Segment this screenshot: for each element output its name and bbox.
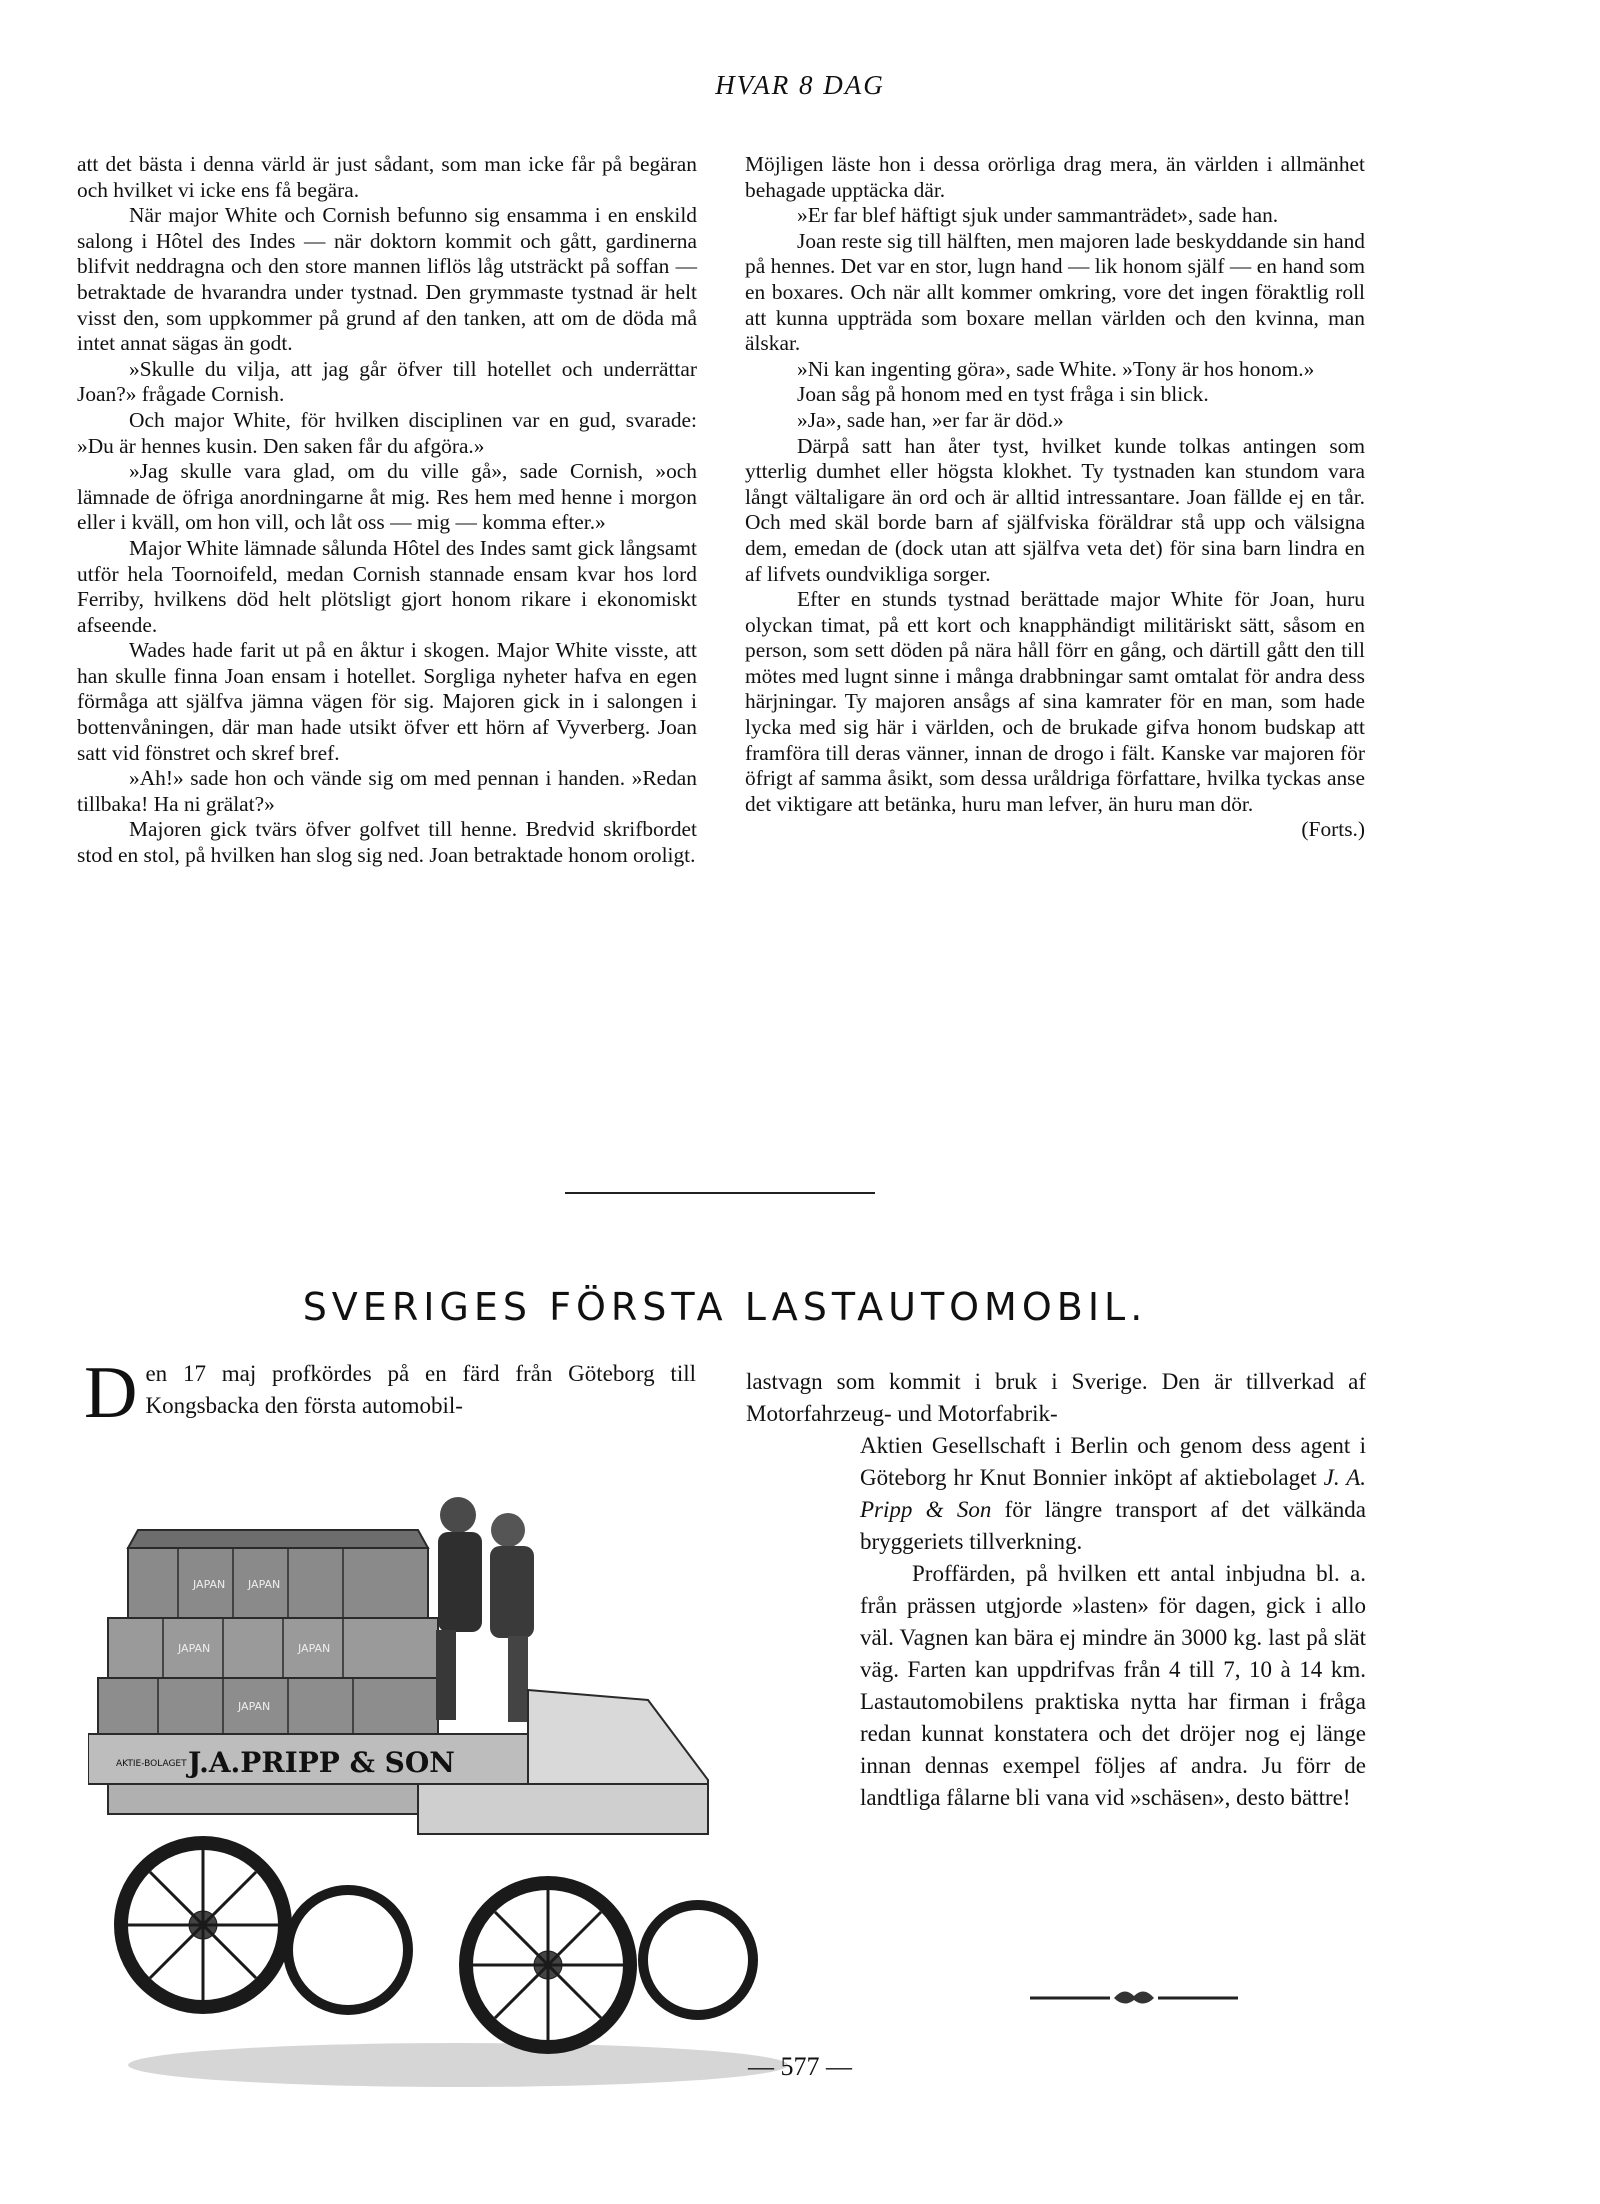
company-name: J. A. Pripp & Son [860, 1465, 1367, 1522]
story-paragraph: Och major White, för hvilken disciplinen var en gud, svarade: »Du är hennes kusin. Den saken får du afgöra.» [77, 407, 697, 458]
story-paragraph: Major White lämnade sålunda Hôtel des Indes samt gick långsamt utför hela Toornoifeld, medan Cornish stannade ensam kvar hos lord Ferriby, hvilkens död helt plötsligt gjort honom rikare i ekonomiskt afseende. [77, 535, 697, 637]
article-title: SVERIGES FÖRSTA LASTAUTOMOBIL. [302, 1285, 1148, 1329]
truck-wheels [121, 1843, 753, 2047]
driver-figures [436, 1497, 534, 1722]
story-paragraph: »Er far blef häftigt sjuk under sammanträdet», sade han. [797, 203, 1279, 228]
story-paragraph: När major White och Cornish befunno sig ensamma i en enskild salong i Hôtel des Indes — när doktorn kommit och gått, gardinerna blifvit neddragna och den store mannen liflös låg utsträckt på soffan — betraktade de hvarandra under tystnad. Den grymmaste tystnad är helt visst den, som uppkommer på grund af den tanken, att om de döda må intet annat sägas än godt. [77, 203, 697, 356]
page-number: — 577 — [748, 2052, 852, 2081]
story-paragraph: »Skulle du vilja, att jag går öfver till hotellet och underrättar Joan?» frågade Cornish. [77, 356, 697, 407]
article-paragraph: Aktien Gesellschaft i Berlin och genom dess agent i Göteborg hr Knut Bonnier inköpt af aktiebolaget J. A. Pripp & Son för längre transport af det välkända bryggeriets tillverkning. [860, 1433, 1367, 1554]
drop-cap: D [84, 1352, 138, 1434]
story-paragraph: »Ja», sade han, »er far är död.» [797, 407, 1064, 432]
truck-sign: J.A.PRIPP & SON [188, 1746, 455, 1779]
end-ornament [1030, 1984, 1238, 2008]
section-divider-rule [565, 1192, 875, 1194]
story-paragraph: Joan reste sig till hälften, men majoren lade beskyddande sin hand på hennes. Det var en stor, lugn hand — lik honom själf — en hand som en boxares. Och när allt kommer omkring, vore det ingen föraktlig roll att kunna uppträda som boxare mellan världen och den kvinna, man älskar. [745, 228, 1365, 356]
story-column-left [77, 152, 697, 869]
story-paragraph: Därpå satt han åter tyst, hvilket kunde tolkas antingen som ytterlig dumhet eller högsta klokhet. Ty tystnaden kan stundom vara långt vältaligare än ord och är alltid intressantare. Joan fällde ej en tår. Och med skäl borde barn af själfviska föräldrar stå upp och välsigna dem, emedan de (dock utan att själfva veta det) för sina barn lindra en af lifvets oundvikliga sorger. [745, 433, 1365, 586]
story-paragraph: Efter en stunds tystnad berättade major White för Joan, huru olyckan timat, på ett kort och knapphändigt militäriskt sätt, såsom en person, som sett döden på nära håll förr en gång, och därtill gått den till mötes med lugnt sinne i många drabbningar samt omtalat för andra dess härjningar. Ty majoren ansågs af sina kamrater för en man, som hade lycka med sig här i världen, och de brukade gifva honom budskap att framföra till deras vänner, innan de drogo i fält. Kanske var majoren för öfrigt af samma åsikt, som dessa uråldriga författare, hvilka tyckas anse det viktigare att betänka, huru man lefver, än huru man dör. [745, 587, 1365, 816]
running-head: HVAR 8 DAG [715, 70, 885, 100]
story-paragraph: att det bästa i denna värld är just sådant, som man icke får på begäran och hvilket vi icke ens få begära. [77, 152, 697, 202]
story-paragraph: »Ni kan ingenting göra», sade White. »Tony är hos honom.» [797, 356, 1315, 381]
story-column-right [745, 152, 1365, 817]
crate-label: JAPAN [238, 1700, 271, 1713]
crate-label: JAPAN [298, 1642, 331, 1655]
story-paragraph: Majoren gick tvärs öfver golfvet till henne. Bredvid skrifbordet stod en stol, på hvilken han slog sig ned. Joan betraktade honom oroligt. [77, 817, 697, 868]
story-paragraph: Wades hade farit ut på en åktur i skogen. Major White visste, att han skulle finna Joan ensam i hotellet. Sorgliga nyheter hafva en egen förmåga att själfva jämna vägen för sig. Majoren gick in i salongen i bottenvåningen, där man hade utsikt öfver ett hörn af Vyverberg. Joan satt vid fönstret och skref bref. [77, 638, 697, 765]
article-intro-left-text: en 17 maj profkördes på en färd från Göteborg till Kongsbacka den första automobil- [145, 1361, 696, 1418]
article-intro-left [84, 1352, 696, 1434]
article-intro-right: lastvagn som kommit i bruk i Sverige. Den är tillverkad af Motorfahrzeug- und Motorfabrik- [746, 1369, 1366, 1426]
crate-label: JAPAN [178, 1642, 211, 1655]
story-paragraph: Joan såg på honom med en tyst fråga i sin blick. [797, 382, 1209, 407]
story-paragraph: »Ah!» sade hon och vände sig om med pennan i handen. »Redan tillbaka! Ha ni grälat?» [77, 766, 697, 816]
truck-sign-small: AKTIE-BOLAGET [116, 1759, 187, 1769]
continued-note: (Forts.) [1301, 817, 1365, 841]
crate-label: JAPAN [248, 1578, 281, 1591]
story-paragraph: »Jag skulle vara glad, om du ville gå», sade Cornish, »och lämnade de öfriga anordningarne åt mig. Res hem med henne i morgon eller i kväll, om hon vill, och låt oss — mig — komma efter.» [77, 459, 697, 535]
truck-photograph [88, 1480, 788, 2100]
article-paragraph: Proffärden, på hvilken ett antal inbjudna bl. a. från prässen utgjorde »lasten» för dagen, gick i allo väl. Vagnen kan bära ej mindre än 3000 kg. last på slät väg. Farten kan uppdrifvas från 4 till 7, 10 à 14 km. Lastautomobilens praktiska nytta har firman i fråga redan kunnat konstatera och det dröjer nog ej länge innan dennas exempel följes af andra. Ju förr de landtliga fålarne bli vana vid »schäsen», desto bättre! [860, 1561, 1366, 1810]
story-paragraph: Möjligen läste hon i dessa orörliga drag mera, än världen i allmänhet behagade upptäcka där. [745, 152, 1365, 202]
article-body [860, 1430, 1366, 1814]
crate-label: JAPAN [193, 1578, 226, 1591]
crate-stack [98, 1530, 438, 1734]
